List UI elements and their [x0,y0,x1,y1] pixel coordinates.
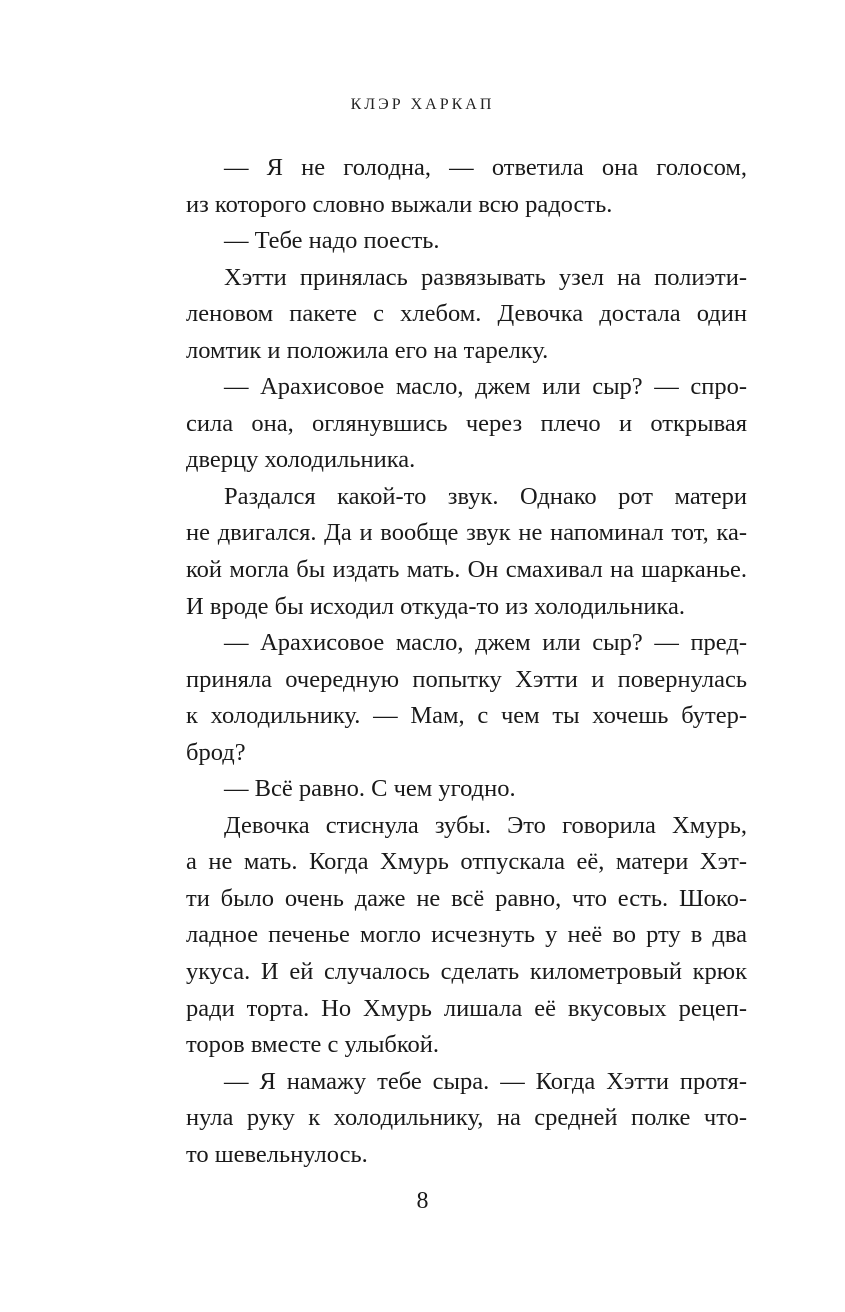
running-head: КЛЭР ХАРКАП [350,96,495,113]
text-line: а не мать. Когда Хмурь отпускала её, матери Хэт- [186,848,747,876]
text-line: — Арахисовое масло, джем или сыр? — пред- [224,629,747,657]
text-line: не двигался. Да и вообще звук не напоминал тот, ка- [186,519,747,547]
text-line: то шевельнулось. [186,1140,368,1168]
text-line: ти было очень даже не всё равно, что есть. Шоко- [186,884,747,912]
text-line: — Арахисовое масло, джем или сыр? — спро- [224,373,747,401]
text-line: дверцу холодильника. [186,446,416,474]
text-line: леновом пакете с хлебом. Девочка достала один [186,300,747,328]
text-line: — Я не голодна, — ответила она голосом, [224,154,747,181]
text-line: — Я намажу тебе сыра. — Когда Хэтти протя- [224,1067,747,1095]
text-line: торов вместе с улыбкой. [186,1031,440,1059]
text-line: — Всё равно. С чем угодно. [224,775,516,803]
body-text [186,150,747,1173]
text-line: сила она, оглянувшись через плечо и открывая [186,409,747,437]
text-line: Девочка стиснула зубы. Это говорила Хмурь, [224,811,747,839]
text-line: И вроде бы исходил откуда-то из холодильника. [186,592,685,620]
text-line: ломтик и положила его на тарелку. [186,336,549,364]
page-number: 8 [416,1188,429,1214]
text-line: нула руку к холодильнику, на средней полке что- [186,1104,747,1132]
text-line: — Тебе надо поесть. [224,227,440,255]
text-line: из которого словно выжали всю радость. [186,190,613,218]
text-line: ради торта. Но Хмурь лишала её вкусовых рецеп- [186,994,747,1022]
text-line: Раздался какой-то звук. Однако рот матери [224,482,747,510]
text-line: приняла очередную попытку Хэтти и повернулась [186,665,747,693]
text-line: Хэтти принялась развязывать узел на полиэти- [224,263,747,291]
text-line: ладное печенье могло исчезнуть у неё во рту в два [186,921,747,949]
text-line: укуса. И ей случалось сделать километровый крюк [186,958,747,986]
text-line: к холодильнику. — Мам, с чем ты хочешь бутер- [186,702,747,730]
text-line: брод? [186,738,246,766]
text-line: кой могла бы издать мать. Он смахивал на шарканье. [186,556,747,584]
